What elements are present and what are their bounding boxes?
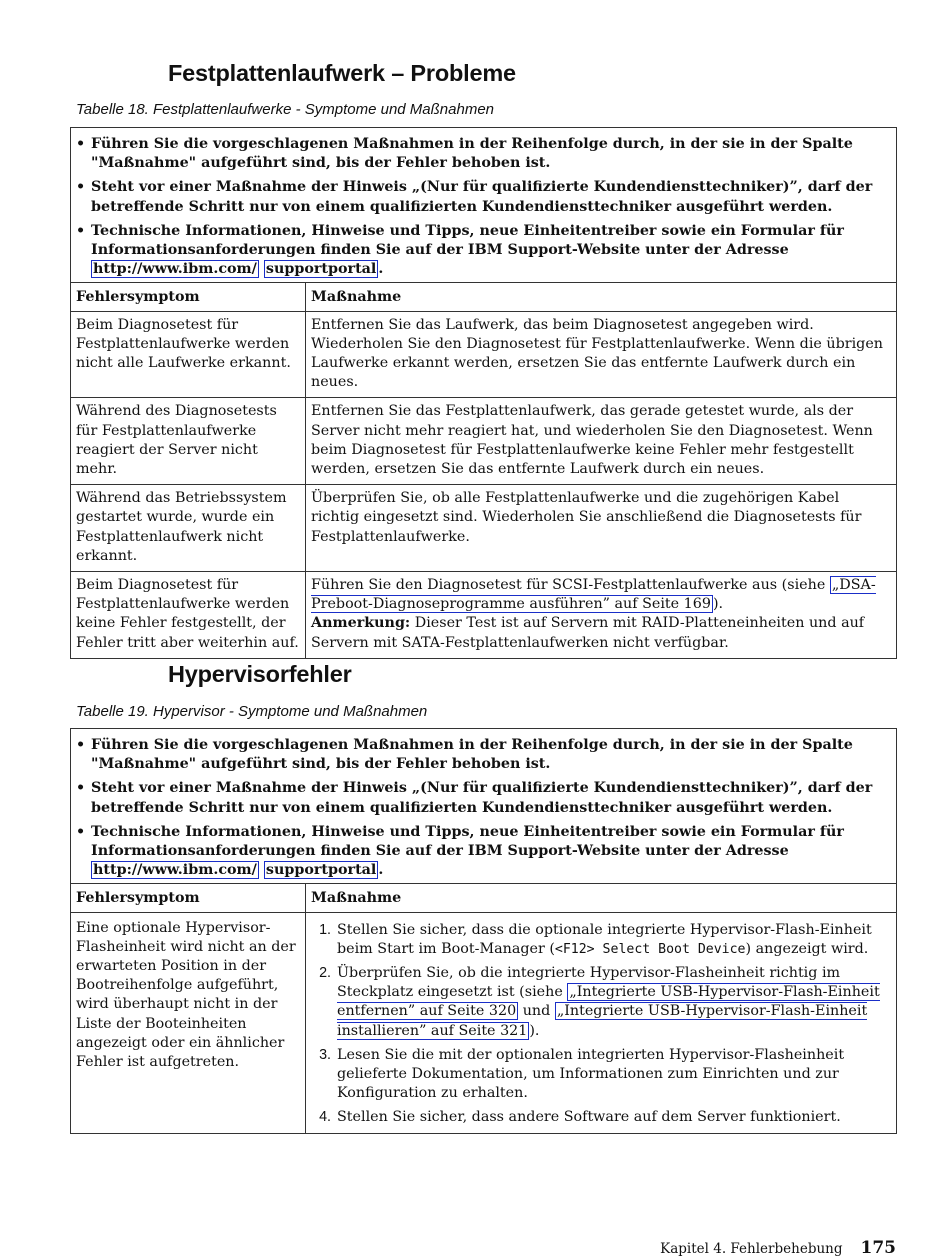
notes-list <box>76 736 891 880</box>
step-item: 3. Lesen Sie die mit der optionalen integrierten Hypervisor-Flasheinheit gelieferte Dokumentation, um Informationen zum Einrichten und zur Konfiguration zu erhalten. <box>335 1046 891 1104</box>
column-header-symptom: Fehlersymptom <box>71 283 306 311</box>
note-item: • Steht vor einer Maßnahme der Hinweis „(Nur für qualifizierte Kundendiensttechniker)”, darf der betreffende Schritt nur von einem qualifizierten Kundendiensttechniker ausgeführt werden. <box>91 178 891 216</box>
section-title-hypervisor: Hypervisorfehler <box>168 661 352 687</box>
table-row <box>71 485 897 572</box>
step-item: 2. Überprüfen Sie, ob die integrierte Hypervisor-Flasheinheit richtig im Steckplatz eingesetzt ist (siehe „Integrierte USB-Hypervisor-Flash-Einheit entfernen” auf Seite 320 und „Integrierte USB-Hypervisor-Flash-Einheit installieren” auf Seite 321 ). <box>335 964 891 1041</box>
column-header-action: Maßnahme <box>306 884 897 912</box>
chapter-label: Kapitel 4. Fehlerbehebung <box>660 1241 843 1257</box>
ibm-support-link-continued[interactable]: supportportal <box>265 261 377 278</box>
table-18-caption: Tabelle 18. Festplattenlaufwerke - Symptome und Maßnahmen <box>76 101 495 118</box>
table-header-row <box>71 283 897 311</box>
table-header-row <box>71 884 897 912</box>
action-cell: Entfernen Sie das Laufwerk, das beim Diagnosetest angegeben wird. Wiederholen Sie den Diagnosetest für Festplattenlaufwerke. Wenn die übrigen Laufwerke erkannt werden, ersetzen Sie das entfernte Laufwerk durch ein neues. <box>306 311 897 398</box>
table-row <box>71 572 897 659</box>
notes-cell <box>71 729 897 884</box>
page-number: 175 <box>860 1238 896 1258</box>
table-row <box>71 311 897 398</box>
action-cell: Überprüfen Sie, ob alle Festplattenlaufwerke und die zugehörigen Kabel richtig eingesetzt sind. Wiederholen Sie anschließend die Diagnosetests für Festplattenlaufwerke. <box>306 485 897 572</box>
symptom-cell: Beim Diagnosetest für Festplattenlaufwerke werden keine Fehler festgestellt, der Fehler tritt aber weiterhin auf. <box>71 572 306 659</box>
page-footer <box>660 1238 896 1258</box>
ibm-support-link[interactable]: http://www.ibm.com/ <box>93 862 257 879</box>
symptom-cell: Eine optionale Hypervisor-Flasheinheit wird nicht an der erwarteten Position in der Bootreihenfolge aufgeführt, wird überhaupt nicht in der Liste der Booteinheiten angezeigt oder ein ähnlicher Fehler ist aufgetreten. <box>71 912 306 1133</box>
table-notes-row <box>71 729 897 884</box>
table-notes-row <box>71 128 897 283</box>
boot-device-code: <F12> Select Boot Device <box>554 941 746 957</box>
action-cell: Führen Sie den Diagnosetest für SCSI-Festplattenlaufwerke aus (siehe „DSA-Preboot-Diagnoseprogramme ausführen” auf Seite 169 ). Anmerkung: Dieser Test ist auf Servern mit RAID-Platteneinheiten und auf Servern mit SATA-Festplattenlaufwerken nicht verfügbar. <box>306 572 897 659</box>
symptom-cell: Beim Diagnosetest für Festplattenlaufwerke werden nicht alle Laufwerke erkannt. <box>71 311 306 398</box>
column-header-symptom: Fehlersymptom <box>71 884 306 912</box>
section-title-hard-disk: Festplattenlaufwerk – Probleme <box>168 60 516 86</box>
note-item: • Technische Informationen, Hinweise und Tipps, neue Einheitentreiber sowie ein Formular für Informationsanforderungen finden Sie auf der IBM Support-Website unter der Adresse http://www.ibm.com/ supportportal . <box>91 823 891 881</box>
table-row <box>71 912 897 1133</box>
notes-cell <box>71 128 897 283</box>
install-hypervisor-link[interactable]: „Integrierte USB-Hypervisor-Flash-Einheit installieren” auf Seite 321 <box>337 1003 868 1039</box>
note-item: • Technische Informationen, Hinweise und Tipps, neue Einheitentreiber sowie ein Formular für Informationsanforderungen finden Sie auf der IBM Support-Website unter der Adresse http://www.ibm.com/ supportportal . <box>91 222 891 280</box>
table-19-caption: Tabelle 19. Hypervisor - Symptome und Maßnahmen <box>76 703 428 720</box>
note-item: • Führen Sie die vorgeschlagenen Maßnahmen in der Reihenfolge durch, in der sie in der Spalte "Maßnahme" aufgeführt sind, bis der Fehler behoben ist. <box>91 736 891 774</box>
table-row <box>71 398 897 485</box>
column-header-action: Maßnahme <box>306 283 897 311</box>
ibm-support-link[interactable]: http://www.ibm.com/ <box>93 261 257 278</box>
action-steps-list <box>311 921 891 1128</box>
action-cell <box>306 912 897 1133</box>
notes-list <box>76 135 891 279</box>
ibm-support-link-continued[interactable]: supportportal <box>265 862 377 879</box>
symptom-cell: Während des Diagnosetests für Festplattenlaufwerke reagiert der Server nicht mehr. <box>71 398 306 485</box>
remove-hypervisor-link[interactable]: „Integrierte USB-Hypervisor-Flash-Einheit entfernen” auf Seite 320 <box>337 984 880 1020</box>
note-label: Anmerkung: <box>311 615 411 632</box>
table-hard-disk-problems <box>70 127 897 659</box>
note-text: Dieser Test ist auf Servern mit RAID-Platteneinheiten und auf Servern mit SATA-Festplattenlaufwerken nicht verfügbar. <box>311 615 865 651</box>
step-item: 1. Stellen Sie sicher, dass die optionale integrierte Hypervisor-Flash-Einheit beim Start im Boot-Manager (<F12> Select Boot Device) angezeigt wird. <box>335 921 891 959</box>
note-item: • Steht vor einer Maßnahme der Hinweis „(Nur für qualifizierte Kundendiensttechniker)”, darf der betreffende Schritt nur von einem qualifizierten Kundendiensttechniker ausgeführt werden. <box>91 779 891 817</box>
note-item: • Führen Sie die vorgeschlagenen Maßnahmen in der Reihenfolge durch, in der sie in der Spalte "Maßnahme" aufgeführt sind, bis der Fehler behoben ist. <box>91 135 891 173</box>
dsa-preboot-link[interactable]: „DSA-Preboot-Diagnoseprogramme ausführen” auf Seite 169 <box>311 577 876 613</box>
symptom-cell: Während das Betriebssystem gestartet wurde, wurde ein Festplattenlaufwerk nicht erkannt. <box>71 485 306 572</box>
action-cell: Entfernen Sie das Festplattenlaufwerk, das gerade getestet wurde, als der Server nicht mehr reagiert hat, und wiederholen Sie den Diagnosetest. Wenn beim Diagnosetest für Festplattenlaufwerke keine Fehler mehr festgestellt werden, ersetzen Sie das entfernte Laufwerk durch ein neues. <box>306 398 897 485</box>
table-hypervisor-problems <box>70 728 897 1134</box>
step-item: 4. Stellen Sie sicher, dass andere Software auf dem Server funktioniert. <box>335 1108 891 1127</box>
